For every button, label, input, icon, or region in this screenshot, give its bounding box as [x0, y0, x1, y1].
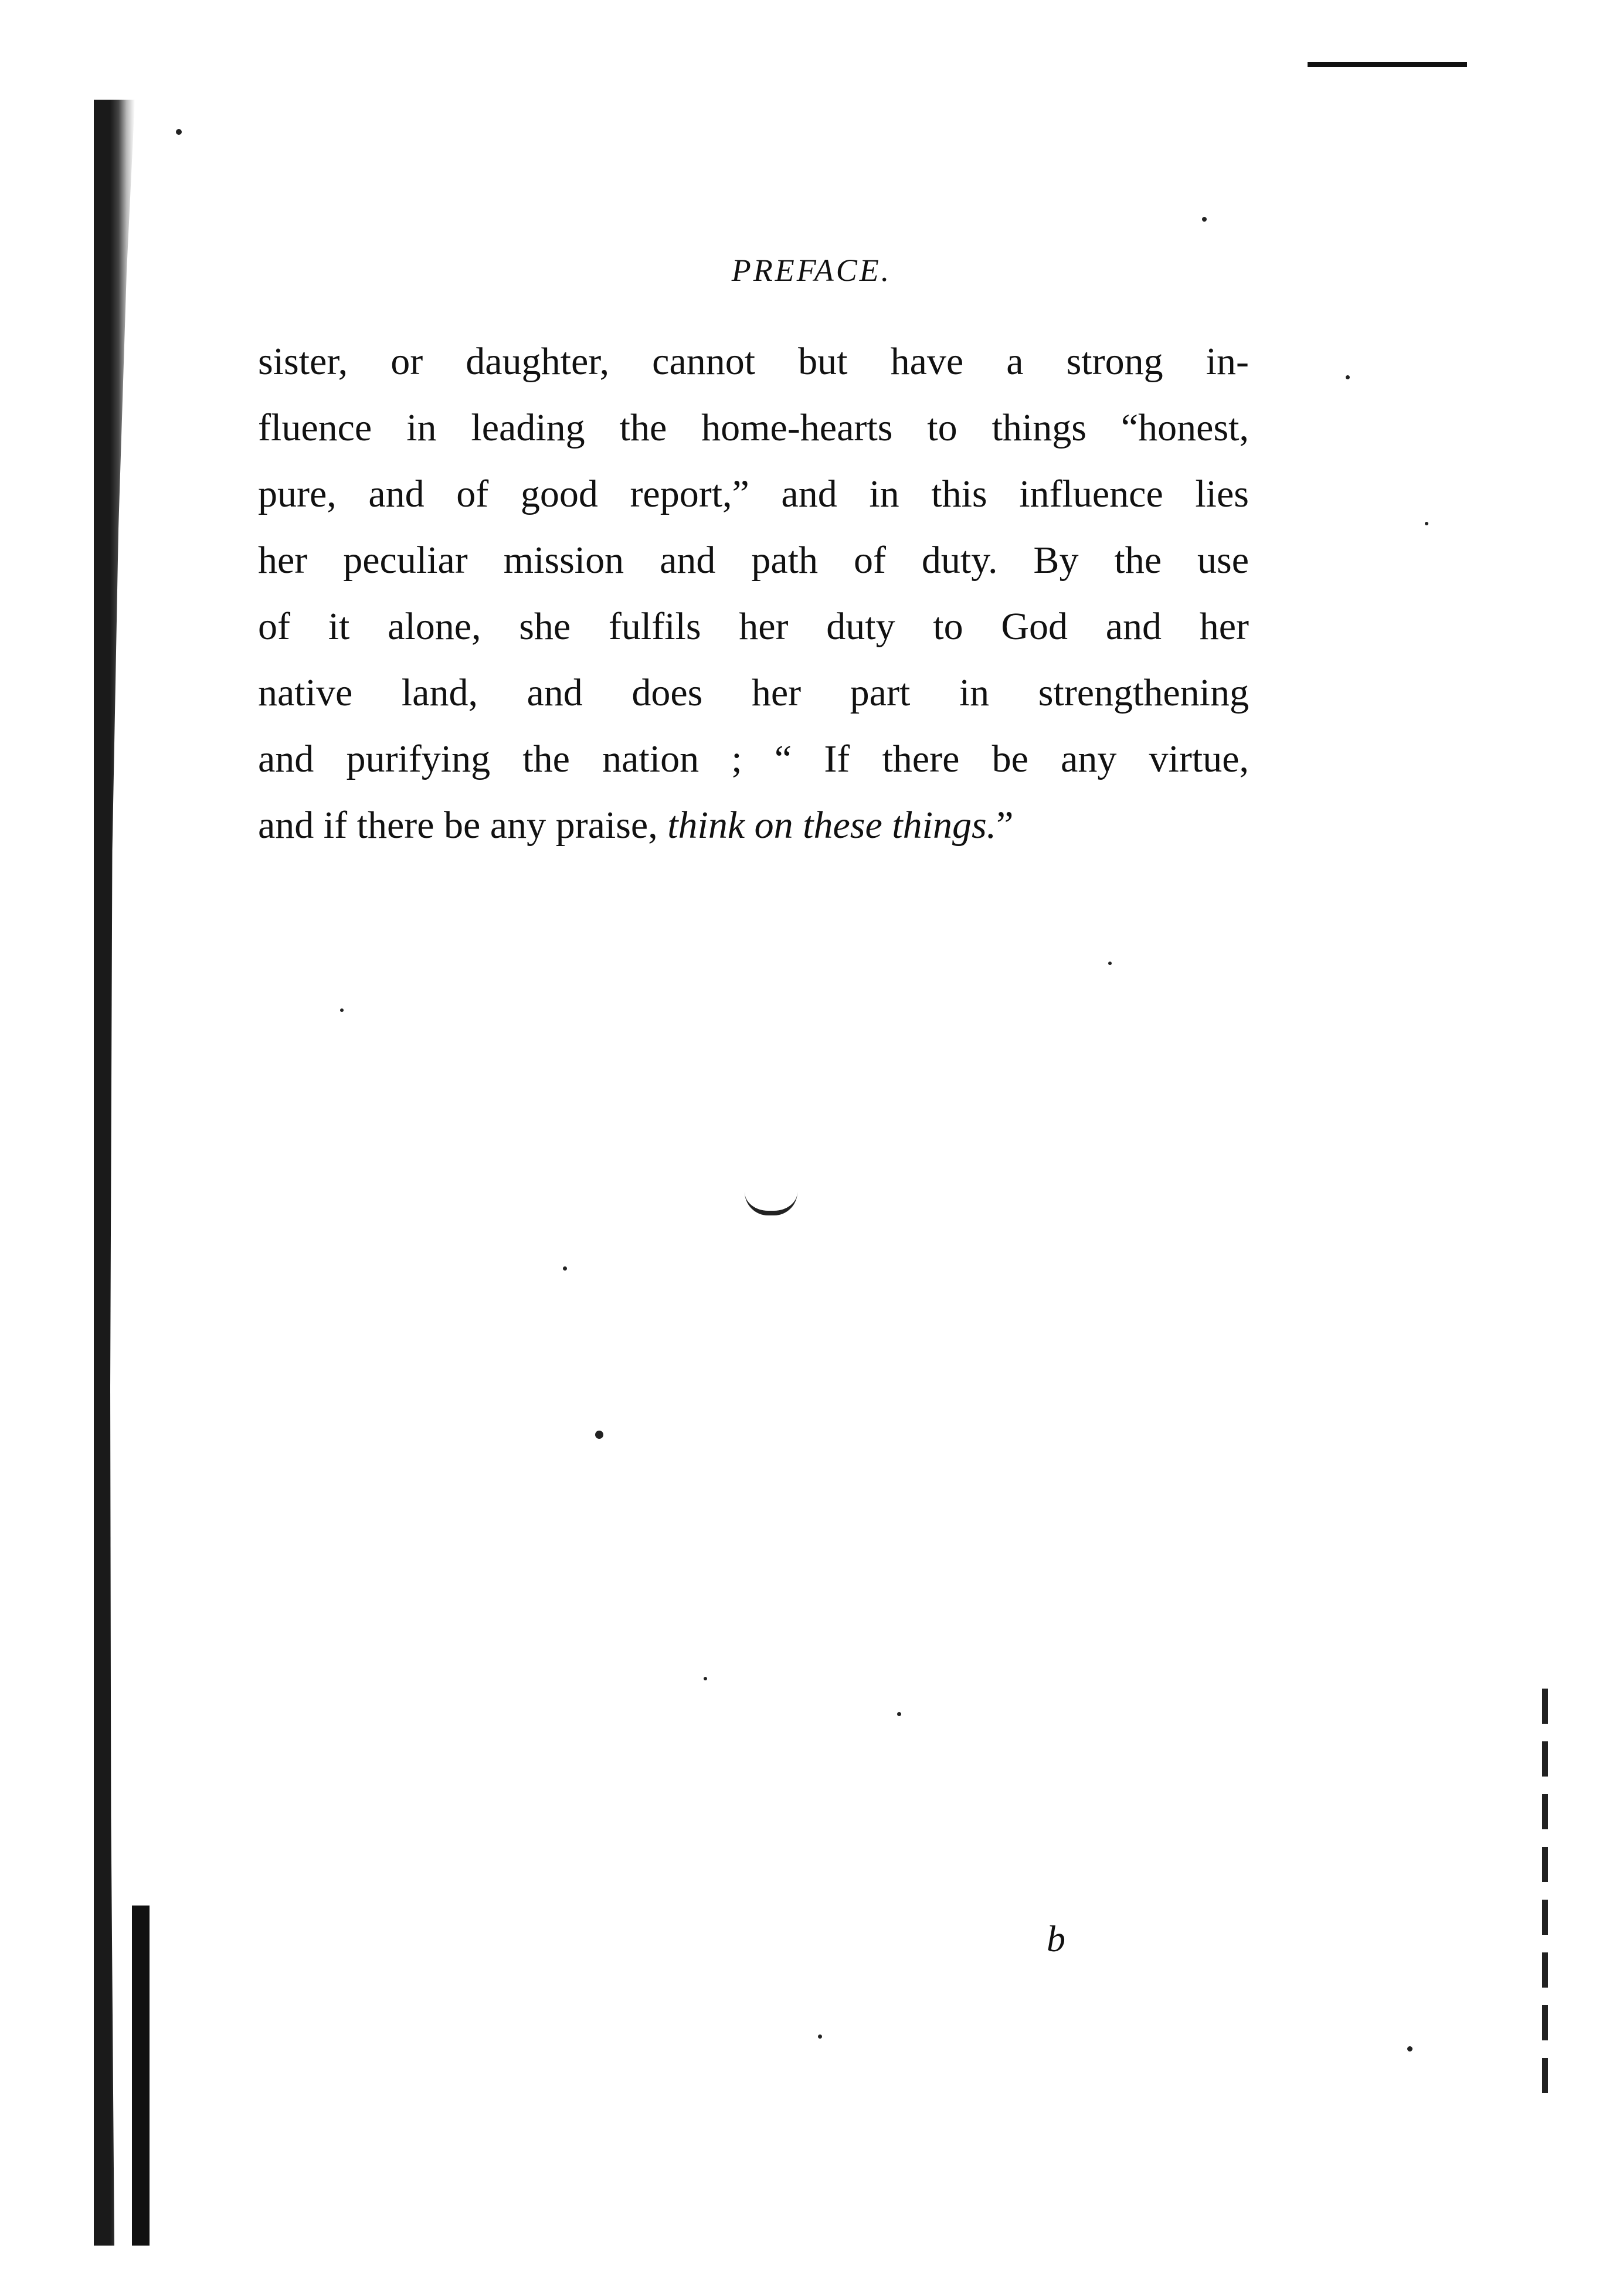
binding-edge: [94, 100, 135, 2246]
scan-speck: [340, 1008, 344, 1012]
scan-speck: [595, 1431, 603, 1439]
scan-speck: [1202, 217, 1207, 222]
text-line: pure, and of good report,” and in this influence lies: [258, 473, 1249, 515]
scan-speck: [1425, 522, 1428, 525]
scan-speck: [897, 1712, 901, 1716]
right-edge-marks: [1542, 1689, 1548, 2099]
text-line: fluence in leading the home-hearts to things “honest,: [258, 406, 1249, 449]
text-line: sister, or daughter, cannot but have a strong in-: [258, 340, 1249, 383]
scan-speck: [176, 129, 182, 135]
scan-speck: [1407, 2046, 1413, 2052]
signature-mark: b: [1047, 1918, 1065, 1959]
scan-speck: [818, 2035, 822, 2039]
last-line-italic: think on these things.: [667, 804, 997, 847]
text-line: native land, and does her part in strengthening: [258, 671, 1249, 714]
scan-speck: [1346, 375, 1350, 379]
scan-speck: [704, 1677, 707, 1680]
text-line: of it alone, she fulfils her duty to God and her: [258, 605, 1249, 648]
scan-speck: [563, 1266, 567, 1271]
top-rule: [1308, 62, 1467, 67]
last-line-close: ”: [996, 804, 1014, 847]
text-line-last: [258, 792, 1249, 858]
text-line: her peculiar mission and path of duty. By the use: [258, 539, 1249, 582]
page-title: PREFACE.: [731, 253, 892, 288]
text-line: and purifying the nation ; “ If there be any virtue,: [258, 738, 1249, 780]
last-line-plain: and if there be any praise,: [258, 804, 668, 847]
binding-edge-bottom: [132, 1906, 150, 2246]
scan-speck: [1108, 962, 1112, 965]
ink-mark: [745, 1187, 797, 1215]
preface-paragraph: [258, 328, 1249, 858]
